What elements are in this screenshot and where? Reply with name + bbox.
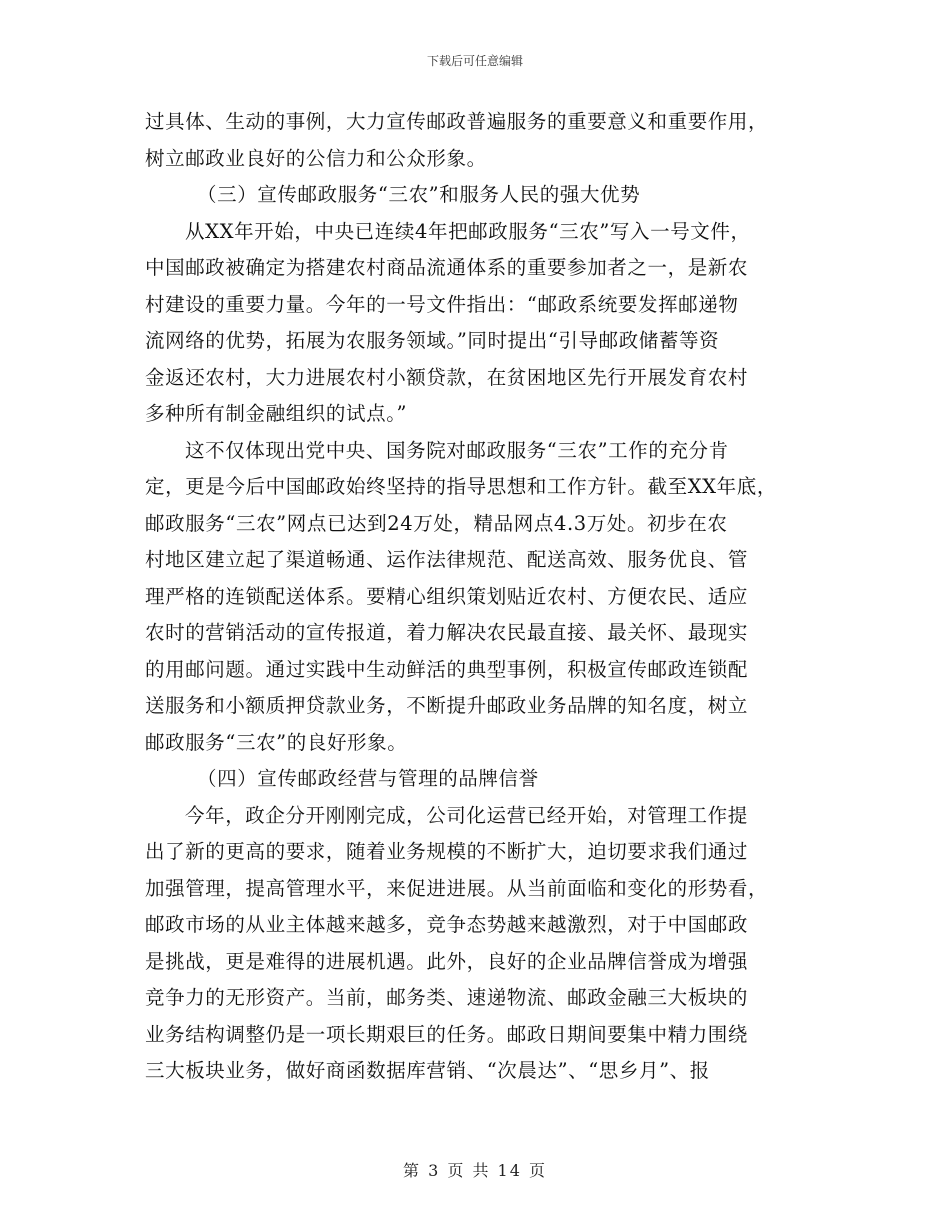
page-header-note: 下载后可任意编辑	[426, 54, 523, 68]
body-line: 是挑战，更是难得的进展机遇。此外，良好的企业品牌信誉成为增强	[145, 949, 749, 973]
body-line: 送服务和小额质押贷款业务，不断提升邮政业务品牌的知名度，树立	[145, 694, 749, 717]
section-heading: （三）宣传邮政服务“三农”和服务人民的强大优势	[197, 183, 641, 206]
body-line: 过具体、生动的事例，大力宣传邮政普遍服务的重要意义和重要作用，	[145, 110, 769, 133]
body-line: 竞争力的无形资产。当前，邮务类、速递物流、邮政金融三大板块的	[145, 986, 749, 1009]
body-line: 加强管理，提高管理水平，来促进进展。从当前面临和变化的形势看，	[145, 876, 769, 900]
body-line: 邮政服务“三农”的良好形象。	[145, 730, 408, 754]
body-line: 三大板块业务，做好商函数据库营销、“次晨达”、“思乡月”、报	[145, 1059, 710, 1082]
body-line: 中国邮政被确定为搭建农村商品流通体系的重要参加者之一，是新农	[145, 256, 749, 279]
body-line: 邮政市场的从业主体越来越多，竞争态势越来越激烈，对于中国邮政	[145, 913, 749, 936]
body-line: 树立邮政业良好的公信力和公众形象。	[145, 146, 487, 170]
body-line: 农时的营销活动的宣传报道，着力解决农民最直接、最关怀、最现实	[145, 621, 749, 644]
body-line: 金返还农村，大力进展农村小额贷款，在贫困地区先行开展发育农村	[145, 365, 749, 389]
body-line: 的用邮问题。通过实践中生动鲜活的典型事例，积极宣传邮政连锁配	[145, 657, 749, 681]
document-body	[145, 104, 805, 1090]
body-line: 出了新的更高的要求，随着业务规模的不断扩大，迫切要求我们通过	[145, 840, 749, 863]
body-line: 定，更是今后中国邮政始终坚持的指导思想和工作方针。截至XX年底，	[145, 475, 777, 498]
body-line: 多种所有制金融组织的试点。”	[145, 402, 408, 425]
paragraph-first-line: 今年，政企分开刚刚完成，公司化运营已经开始，对管理工作提	[185, 803, 748, 827]
paragraph-first-line: 从XX年开始，中央已连续4年把邮政服务“三农”写入一号文件，	[185, 219, 751, 243]
paragraph-first-line: 这不仅体现出党中央、国务院对邮政服务“三农”工作的充分肯	[185, 438, 729, 462]
body-line: 理严格的连锁配送体系。要精心组织策划贴近农村、方便农民、适应	[145, 584, 749, 608]
body-line: 业务结构调整仍是一项长期艰巨的任务。邮政日期间要集中精力围绕	[145, 1022, 749, 1046]
body-line: 邮政服务“三农”网点已达到24万处，精品网点4.3万处。初步在农	[145, 511, 728, 535]
page-number-footer: 第 3 页 共 14 页	[403, 1161, 547, 1180]
body-line: 村建设的重要力量。今年的一号文件指出：“邮政系统要发挥邮递物	[145, 292, 739, 316]
body-line: 流网络的优势，拓展为农服务领域。”同时提出“引导邮政储蓄等资	[145, 329, 720, 352]
body-line: 村地区建立起了渠道畅通、运作法律规范、配送高效、服务优良、管	[145, 548, 749, 571]
section-heading: （四）宣传邮政经营与管理的品牌信誉	[197, 767, 539, 790]
